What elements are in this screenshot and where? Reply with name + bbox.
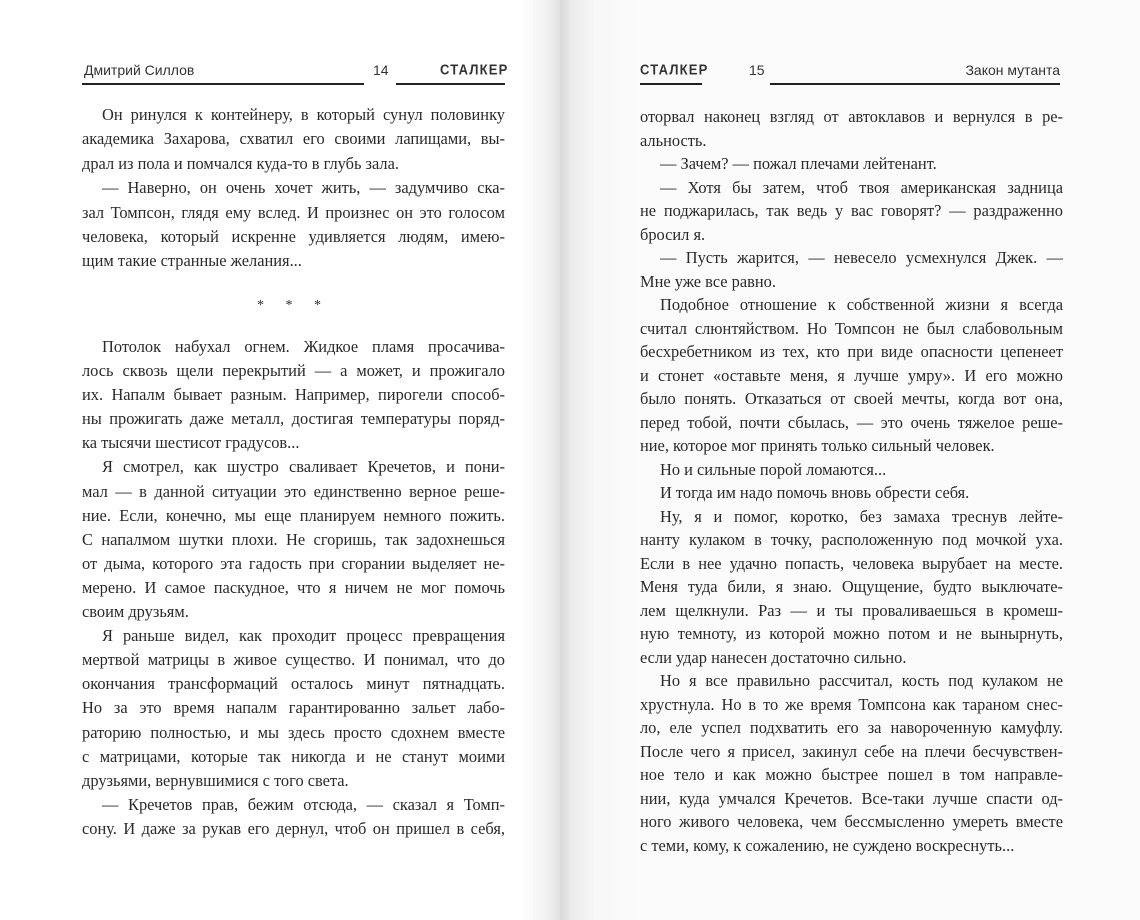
text-line: ка тысячи шестисот градусов... <box>82 433 300 453</box>
right-page <box>560 0 1140 920</box>
page-number: 14 <box>373 62 389 78</box>
text-line: Я раньше видел, как проходит процесс превращения <box>102 626 505 646</box>
text-line: ны прожигать даже металл, достигая температуры поряд- <box>82 409 505 429</box>
page-number: 15 <box>749 62 765 78</box>
text-line: лем щелкнули. Раз — и ты проваливаешься в кромеш- <box>640 600 1063 620</box>
text-line: — Хотя бы затем, чтоб твоя американская задница <box>660 177 1063 197</box>
text-line: Ну, я и помог, коротко, без замаха треснув лейте- <box>660 506 1063 526</box>
text-line: сону. И даже за рукав его дернул, чтоб он пришел в себя, <box>82 818 505 838</box>
text-line: — Пусть жарится, — невесело усмехнулся Джек. — <box>660 248 1063 267</box>
text-line: Меня туда били, я знаю. Ощущение, будто выключате- <box>640 577 1063 596</box>
text-line: своим друзьям. <box>82 602 189 622</box>
text-line: Но я все правильно рассчитал, кость под кулаком не <box>660 671 1063 690</box>
text-line: нии, куда умчался Кречетов. Все-таки лучше спасти од- <box>640 788 1063 808</box>
text-line: было понять. Отказаться от своей мечты, когда вот она, <box>640 389 1063 408</box>
text-line: мал — в данной ситуации это единственно верное реше- <box>82 481 505 501</box>
text-line: от дыма, которого эта гадость при сгорании выделяет не- <box>82 553 505 573</box>
text-line: если удар нанесен достаточно сильно. <box>640 647 907 667</box>
author-name: Дмитрий Силлов <box>84 62 195 78</box>
text-line: не поджарилась, так ведь у вас говорят? — раздраженно <box>640 201 1063 220</box>
text-line: Потолок набухал огнем. Жидкое пламя просачива- <box>102 337 505 356</box>
text-line: ное тело и как можно быстрее пошел в том направле- <box>640 765 1063 784</box>
text-line: ло, еле успел подхватить его за навороченную камуфлу. <box>640 718 1063 737</box>
header-rule <box>396 83 505 85</box>
text-body <box>640 105 1063 857</box>
text-line: После чего я присел, закинул себе на плечи бесчувствен- <box>640 741 1063 761</box>
text-line: бросил я. <box>640 224 706 244</box>
text-line: Если в нее удачно попасть, человека вырубает на месте. <box>640 553 1063 573</box>
text-line: С напалмом шутки плохи. Не сгоришь, так задохнешься <box>82 529 505 549</box>
text-line: ние. Если, конечно, мы еще планируем немного пожить. <box>82 505 505 525</box>
chapter-title: Закон мутанта <box>965 62 1060 78</box>
text-line: Он ринулся к контейнеру, в который сунул половинку <box>102 105 505 124</box>
text-line: щим такие странные желания... <box>82 251 302 271</box>
text-line: хрустнула. Но в то же время Томпсона как тараном снес- <box>640 694 1063 714</box>
text-line: Но за это время напалм гарантированно зальет лабо- <box>82 698 505 718</box>
header-rule <box>770 83 1060 85</box>
series-title: СТАЛКЕР <box>440 60 509 79</box>
text-line: оторвал наконец взгляд от автоклавов и вернулся в ре- <box>640 107 1063 126</box>
text-line: их. Напалм бывает разным. Например, пирогели способ- <box>82 385 505 405</box>
series-title: СТАЛКЕР <box>640 60 709 79</box>
text-line: драл из пола и помчался куда-то в глубь зала. <box>82 153 399 173</box>
text-line: друзьями, вернувшимися с того света. <box>82 770 349 790</box>
header-rule <box>82 83 364 85</box>
text-line: ного живого человека, чем бессмысленно умереть вместе <box>640 812 1063 831</box>
text-line: раторию полностью, и мы здесь просто сдохнем вместе <box>82 722 505 742</box>
text-line: лось сквозь щели перекрытий — а может, и прожигало <box>82 361 505 381</box>
text-line: альность. <box>640 130 707 150</box>
header-rule <box>640 83 702 85</box>
text-line: с матрицами, которые так никогда и не станут моими <box>82 746 505 766</box>
text-line: окончания трансформаций осталось минут пятнадцать. <box>82 674 505 694</box>
section-separator: * * * <box>257 298 330 313</box>
text-line: перед тобой, почти сбылась, — это очень тяжелое реше- <box>640 412 1063 432</box>
text-line: Подобное отношение к собственной жизни я всегда <box>660 295 1063 314</box>
text-line: академика Захарова, схватил его своими лапищами, вы- <box>82 129 505 149</box>
text-line: Мне уже все равно. <box>640 271 776 291</box>
text-section-1 <box>82 103 505 274</box>
text-line: считал слюнтяйством. Но Томпсон не был слабовольным <box>640 318 1063 338</box>
text-line: И тогда им надо помочь вновь обрести себя. <box>660 483 970 502</box>
text-line: — Зачем? — пожал плечами лейтенант. <box>660 154 937 173</box>
text-line: — Кречетов прав, бежим отсюда, — сказал я Томп- <box>102 794 505 814</box>
text-line: нанту кулаком в точку, расположенную под мочкой уха. <box>640 530 1063 549</box>
text-line: с теми, кому, к сожалению, не суждено воскреснуть... <box>640 835 1015 855</box>
text-line: бесхребетником из тех, кто при виде опасности цепенеет <box>640 342 1063 361</box>
text-line: — Наверно, он очень хочет жить, — задумчиво ска- <box>102 178 505 198</box>
text-line: зал Томпсон, глядя ему вслед. И произнес он это голосом <box>82 202 505 222</box>
text-section-2 <box>82 335 505 841</box>
text-line: человека, который искренне удивляется людям, имею- <box>82 226 505 246</box>
text-line: и стонет «оставьте меня, я лучше умру». И его можно <box>640 365 1063 385</box>
left-page <box>0 0 560 920</box>
text-line: ние, которое мог принять только сильный человек. <box>640 436 995 455</box>
text-line: мертвой матрицы в живое существо. И понимал, что до <box>82 650 505 670</box>
text-line: Но и сильные порой ломаются... <box>660 459 887 479</box>
text-line: ную темноту, из которой можно потом и не вынырнуть, <box>640 624 1063 643</box>
text-line: мерено. И самое паскудное, что я ничем не мог помочь <box>82 577 505 597</box>
text-line: Я смотрел, как шустро сваливает Кречетов, и пони- <box>102 457 505 477</box>
